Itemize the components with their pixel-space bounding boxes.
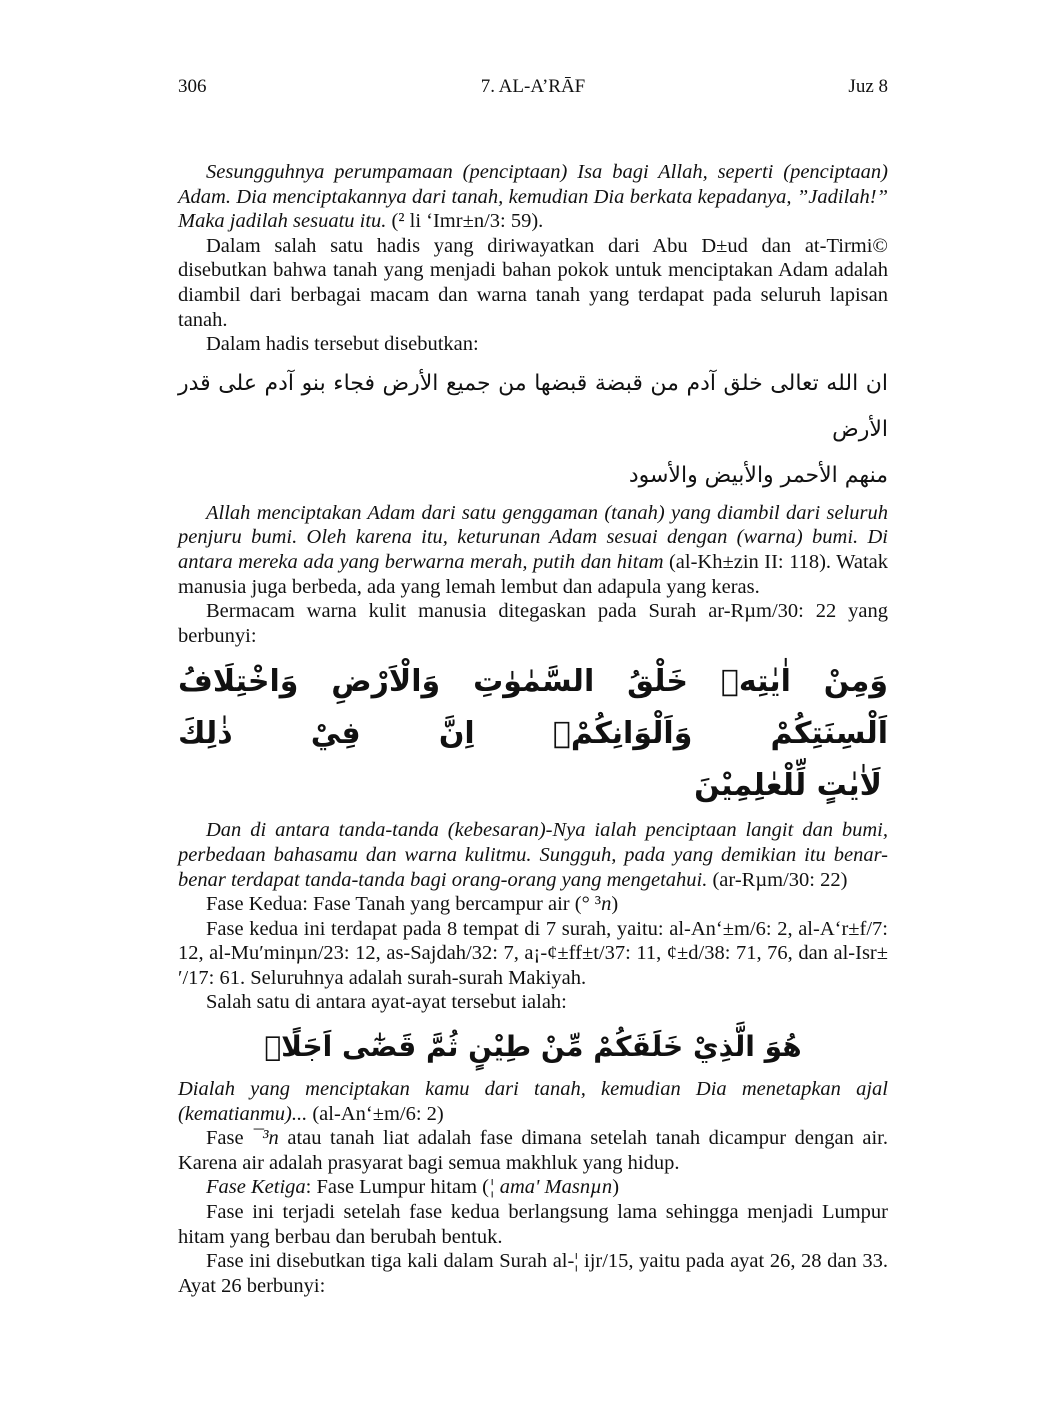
paragraph-verse-lead: Salah satu di antara ayat-ayat tersebut ialah:	[206, 991, 567, 1014]
hadith-translation-text: Allah menciptakan Adam dari satu genggaman (tanah) yang diambil dari seluruh penjuru bumi. Oleh karena itu, keturunan Adam sesuai dengan (warna) bumi. Di antara mereka ada yang berwarna merah, putih dan hitam	[178, 501, 888, 573]
rum-reference: (ar-Rµm/30: 22)	[707, 868, 848, 891]
hadith-commentary: (al-Kh±zin II: 118). Watak manusia juga berbeda, ada yang lemah lembut dan adapula yang keras.	[178, 550, 888, 598]
quran-verse-line-1: وَمِنْ اٰيٰتِهٖ خَلْقُ السَّمٰوٰتِ وَالْاَرْضِ وَاخْتِلَافُ اَلْسِنَتِكُمْ وَاَلْوَانِكُمْۗ اِنَّ فِيْ ذٰلِكَ	[178, 664, 888, 752]
quran-verse-line-2: لَاٰيٰتٍ لِّلْعٰلِمِيْنَ	[694, 768, 882, 804]
paragraph-clay-phase	[178, 1126, 888, 1175]
paragraph-rum-translation	[178, 818, 888, 892]
paragraph-surah-rum-intro: Bermacam warna kulit manusia ditegaskan pada Surah ar-Rµm/30: 22 yang berbunyi:	[178, 600, 888, 647]
paragraph-second-phase-locations: Fase kedua ini terdapat pada 8 tempat di 7 surah, yaitu: al-An‘±m/6: 2, al-A‘r±f/7: 12, al-Mu′minµn/23: 12, as-Sajdah/32: 7, a¡-¢±ff±t/37: 11, ¢±d/38: 71, 76, dan al-Isr±′/17: 61. Seluruhnya adalah surah-surah Makiyah.	[178, 917, 888, 989]
hadith-arabic	[178, 361, 888, 499]
page-body	[178, 160, 888, 1298]
clay-phase-prefix: Fase	[206, 1127, 253, 1150]
paragraph-translation-ali-imran	[178, 160, 888, 234]
clay-phase-term: ¯³n	[252, 1127, 279, 1150]
clay-phase-text: atau tanah liat adalah fase dimana setelah tanah dicampur dengan air. Karena air adalah prasyarat bagi semua makhluk yang hidup.	[178, 1127, 889, 1174]
third-phase-term: ¦ ama' Masnµn	[488, 1176, 613, 1199]
third-phase-close: )	[612, 1176, 620, 1199]
paragraph-hadith-lead: Dalam hadis tersebut disebutkan:	[206, 333, 479, 356]
heading-second-phase	[178, 892, 888, 917]
rum-translation-text: Dan di antara tanda-tanda (kebesaran)-Nya ialah penciptaan langit dan bumi, perbedaan bahasamu dan warna kulitmu. Sungguh, pada yang demikian itu benar-benar terdapat tanda-tanda bagi orang-orang yang mengetahui.	[178, 819, 888, 891]
running-header	[178, 76, 888, 102]
paragraph-hijr-intro: Fase ini disebutkan tiga kali dalam Surah al-¦ ijr/15, yaitu pada ayat 26, 28 dan 33. Ayat 26 berbunyi:	[178, 1250, 888, 1297]
second-phase-term: n	[601, 893, 612, 916]
juz-label: Juz 8	[848, 76, 888, 97]
anam-translation-text: Dialah yang menciptakan kamu dari tanah, kemudian Dia menetapkan ajal (kematianmu)...	[178, 1078, 888, 1125]
paragraph-anam-translation	[178, 1077, 888, 1126]
third-phase-label: Fase Ketiga	[206, 1176, 306, 1199]
hadith-arabic-line-2: منهم الأحمر والأبيض والأسود	[628, 462, 888, 488]
hadith-arabic-line-1: ان الله تعالى خلق آدم من قبضة قبضها من جميع الأرض فجاء بنو آدم على قدر الأرض	[178, 370, 888, 442]
heading-third-phase	[178, 1175, 888, 1200]
verse-reference: (² li ‘Imr±n/3: 59).	[386, 210, 544, 233]
second-phase-close: )	[611, 893, 619, 916]
third-phase-desc: : Fase Lumpur hitam (	[305, 1176, 489, 1199]
anam-reference: (al-An‘±m/6: 2)	[307, 1102, 444, 1125]
page-number: 306	[178, 76, 207, 97]
paragraph-hadith-intro: Dalam salah satu hadis yang diriwayatkan dari Abu D±ud dan at-Tirmi© disebutkan bahwa tanah yang menjadi bahan pokok untuk menciptakan Adam adalah diambil dari berbagai macam dan warna tanah yang terdapat pada seluruh lapisan tanah.	[178, 234, 888, 331]
chapter-title: 7. AL-A’RĀF	[480, 76, 586, 97]
second-phase-label: Fase Kedua: Fase Tanah yang bercampur air (° ³	[206, 893, 602, 916]
paragraph-hadith-translation	[178, 501, 888, 599]
quran-verse-anam-2: هُوَ الَّذِيْ خَلَقَكُمْ مِّنْ طِيْنٍ ثُمَّ قَضٰٓى اَجَلًاۗ	[264, 1030, 802, 1064]
translation-text: Sesungguhnya perumpamaan (penciptaan) Isa bagi Allah, seperti (penciptaan) Adam. Dia menciptakannya dari tanah, kemudian Dia berkata kepadanya, ”Jadilah!” Maka jadilah sesuatu itu.	[178, 161, 888, 233]
paragraph-third-phase: Fase ini terjadi setelah fase kedua berlangsung lama sehingga menjadi Lumpur hitam yang berbau dan berubah bentuk.	[178, 1201, 888, 1248]
quran-verse-rum-22	[178, 656, 888, 812]
